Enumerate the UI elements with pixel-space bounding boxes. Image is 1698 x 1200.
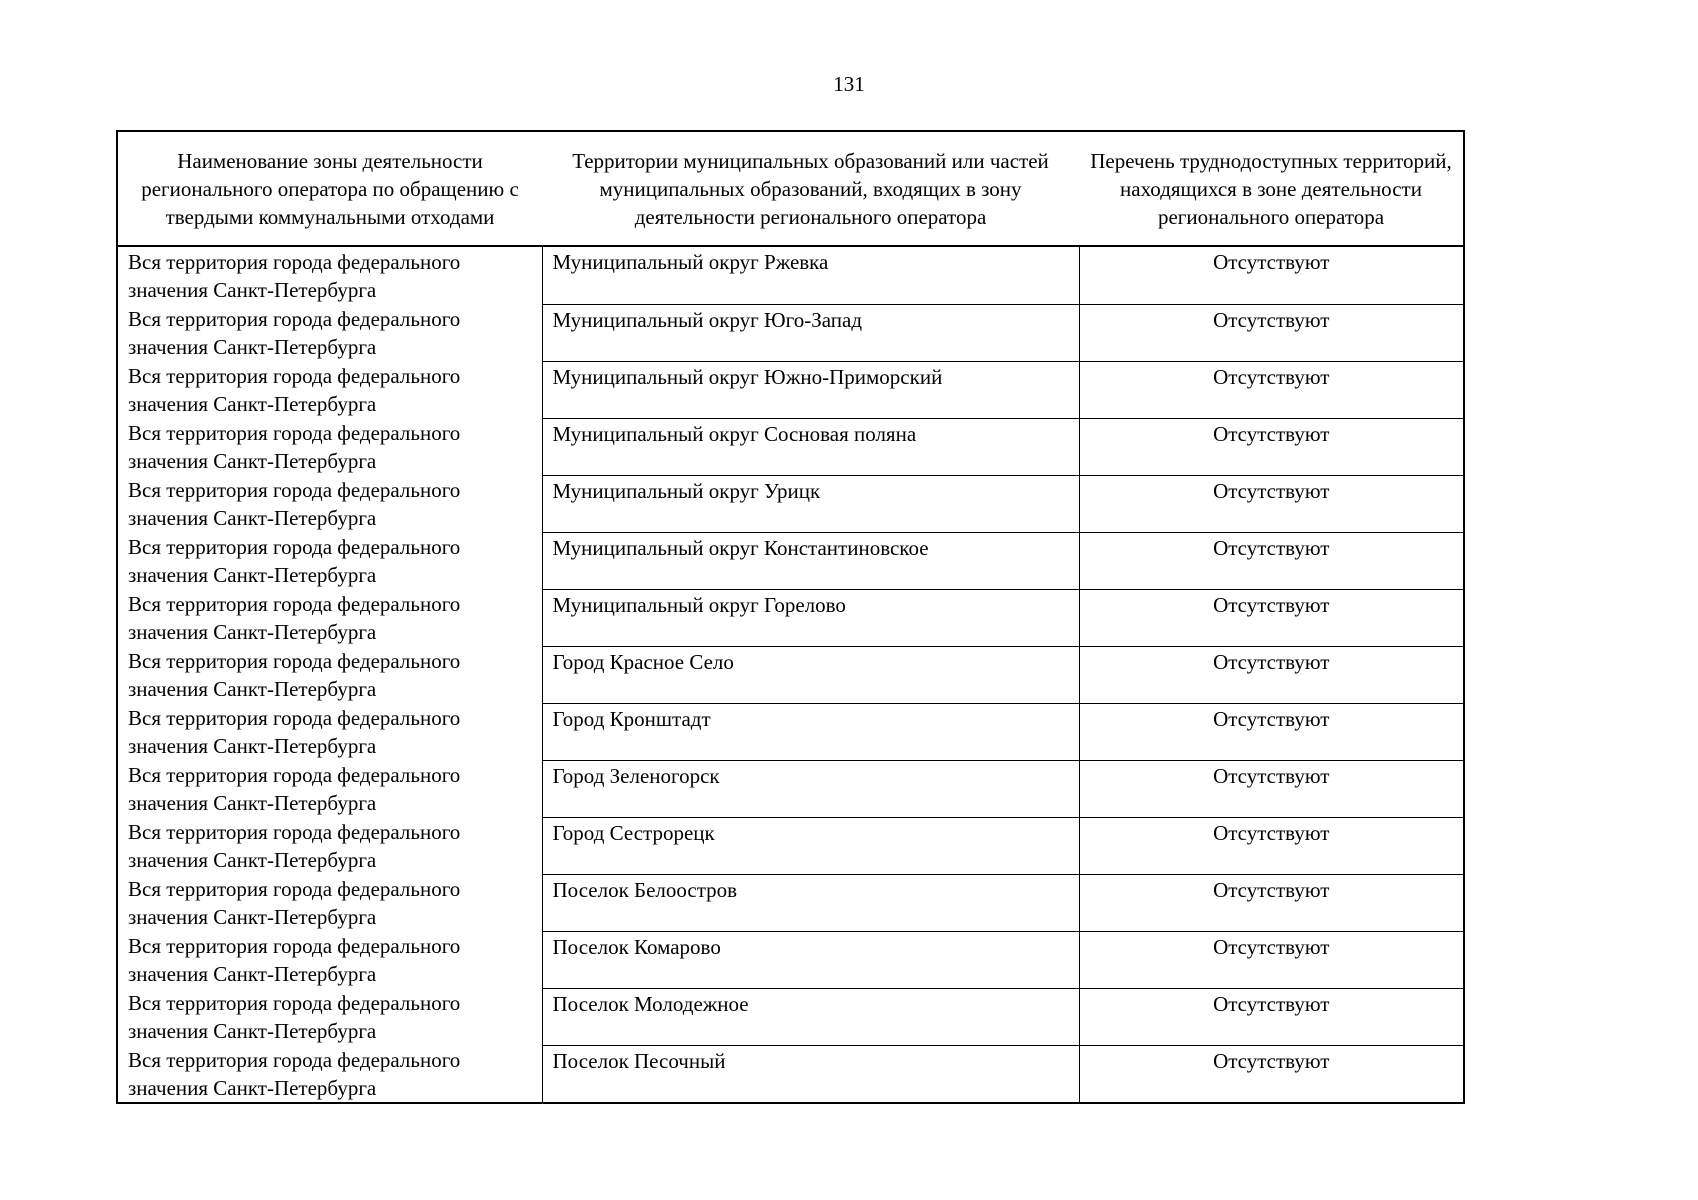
zone-cell: Вся территория города федерального значения Санкт-Петербурга: [117, 931, 542, 988]
zone-cell: Вся территория города федерального значения Санкт-Петербурга: [117, 418, 542, 475]
hard-to-reach-cell: Отсутствуют: [1079, 646, 1464, 703]
territory-cell: Поселок Молодежное: [542, 988, 1079, 1045]
zone-cell: Вся территория города федерального значения Санкт-Петербурга: [117, 760, 542, 817]
zone-cell: Вся территория города федерального значения Санкт-Петербурга: [117, 817, 542, 874]
hard-to-reach-cell: Отсутствуют: [1079, 703, 1464, 760]
table-body: [117, 246, 1464, 1103]
table-row: [117, 475, 1464, 532]
territory-cell: Муниципальный округ Юго-Запад: [542, 304, 1079, 361]
territory-cell: Муниципальный округ Константиновское: [542, 532, 1079, 589]
territory-cell: Город Сестрорецк: [542, 817, 1079, 874]
territory-cell: Муниципальный округ Горелово: [542, 589, 1079, 646]
zone-cell: Вся территория города федерального значения Санкт-Петербурга: [117, 304, 542, 361]
table-row: [117, 361, 1464, 418]
table-row: [117, 246, 1464, 304]
table-row: [117, 646, 1464, 703]
table-row: [117, 418, 1464, 475]
zone-cell: Вся территория города федерального значения Санкт-Петербурга: [117, 361, 542, 418]
zone-cell: Вся территория города федерального значения Санкт-Петербурга: [117, 988, 542, 1045]
territory-cell: Муниципальный округ Ржевка: [542, 246, 1079, 304]
hard-to-reach-cell: Отсутствуют: [1079, 589, 1464, 646]
zone-cell: Вся территория города федерального значения Санкт-Петербурга: [117, 475, 542, 532]
table-row: [117, 304, 1464, 361]
header-hard-to-reach: Перечень труднодоступных территорий, находящихся в зоне деятельности регионального оператора: [1079, 131, 1464, 246]
territory-cell: Город Зеленогорск: [542, 760, 1079, 817]
territory-cell: Поселок Песочный: [542, 1045, 1079, 1103]
territory-cell: Муниципальный округ Южно-Приморский: [542, 361, 1079, 418]
header-zone-name: Наименование зоны деятельности регионального оператора по обращению с твердыми коммунальными отходами: [117, 131, 542, 246]
hard-to-reach-cell: Отсутствуют: [1079, 532, 1464, 589]
hard-to-reach-cell: Отсутствуют: [1079, 874, 1464, 931]
table-row: [117, 988, 1464, 1045]
hard-to-reach-cell: Отсутствуют: [1079, 246, 1464, 304]
hard-to-reach-cell: Отсутствуют: [1079, 988, 1464, 1045]
territory-cell: Поселок Комарово: [542, 931, 1079, 988]
zone-cell: Вся территория города федерального значения Санкт-Петербурга: [117, 246, 542, 304]
territory-cell: Город Кронштадт: [542, 703, 1079, 760]
territory-cell: Муниципальный округ Сосновая поляна: [542, 418, 1079, 475]
table-row: [117, 589, 1464, 646]
table-row: [117, 532, 1464, 589]
zone-cell: Вся территория города федерального значения Санкт-Петербурга: [117, 532, 542, 589]
zone-cell: Вся территория города федерального значения Санкт-Петербурга: [117, 703, 542, 760]
zone-cell: Вся территория города федерального значения Санкт-Петербурга: [117, 874, 542, 931]
hard-to-reach-cell: Отсутствуют: [1079, 418, 1464, 475]
territory-cell: Город Красное Село: [542, 646, 1079, 703]
zone-cell: Вся территория города федерального значения Санкт-Петербурга: [117, 646, 542, 703]
hard-to-reach-cell: Отсутствуют: [1079, 760, 1464, 817]
operator-zone-table: [116, 130, 1465, 1104]
territory-cell: Поселок Белоостров: [542, 874, 1079, 931]
hard-to-reach-cell: Отсутствуют: [1079, 931, 1464, 988]
hard-to-reach-cell: Отсутствуют: [1079, 475, 1464, 532]
table-row: [117, 703, 1464, 760]
hard-to-reach-cell: Отсутствуют: [1079, 817, 1464, 874]
table-row: [117, 931, 1464, 988]
table-header-row: [117, 131, 1464, 246]
page-number: 131: [833, 72, 865, 96]
hard-to-reach-cell: Отсутствуют: [1079, 1045, 1464, 1103]
hard-to-reach-cell: Отсутствуют: [1079, 361, 1464, 418]
territory-cell: Муниципальный округ Урицк: [542, 475, 1079, 532]
table-row: [117, 817, 1464, 874]
table-row: [117, 760, 1464, 817]
zone-cell: Вся территория города федерального значения Санкт-Петербурга: [117, 589, 542, 646]
hard-to-reach-cell: Отсутствуют: [1079, 304, 1464, 361]
table-row: [117, 1045, 1464, 1103]
table-row: [117, 874, 1464, 931]
header-territories: Территории муниципальных образований или частей муниципальных образований, входящих в зону деятельности регионального оператора: [542, 131, 1079, 246]
zone-cell: Вся территория города федерального значения Санкт-Петербурга: [117, 1045, 542, 1103]
